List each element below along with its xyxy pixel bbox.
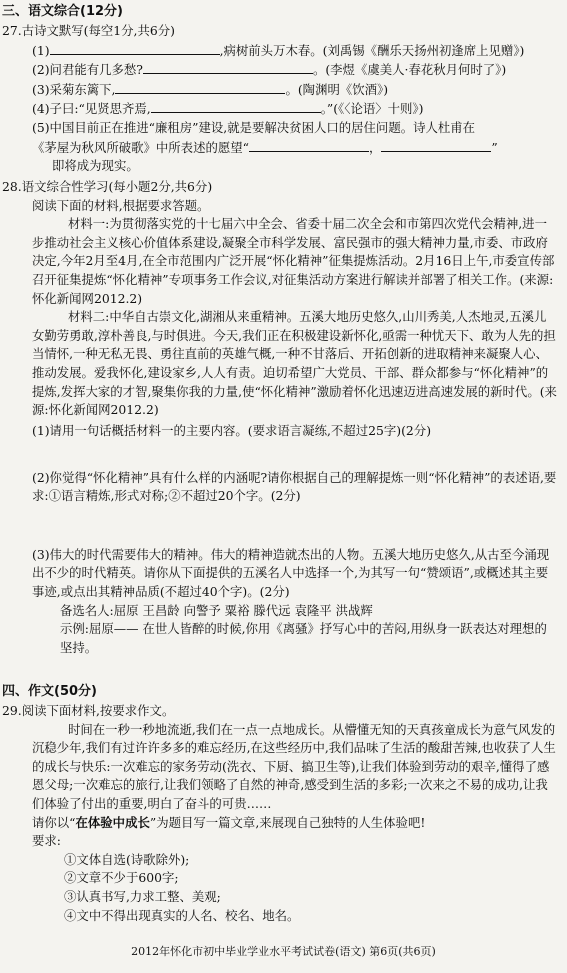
q27-item-5 [2,119,557,176]
essay-topic: 在体验中成长 [75,814,150,830]
q29-req-label: 要求: [32,833,61,849]
section3-heading: 三、语文综合(12分) [2,4,123,19]
q28-material-1: 材料一:为贯彻落实党的十七届六中全会、省委十届二次全会和市第四次党代会精神,进一步推动社会主义核心价值体系建设,凝聚全市科学发展、富民强市的强大精神力量,市委、市政府决定,今年2月至4月,在全市范围内广泛开展“怀化精神”征集提炼活动。2月16日上午,市委宣传部召开征集提炼“怀化精神”专项事务工作会议,对征集活动方案进行解读并部署了相关工作。(来源:怀化新闻网2012.2) [32,216,555,306]
q29-prompt-pre: 请你以“ [32,814,76,830]
q29-req-4: ④文中不得出现真实的人名、校名、地名。 [64,907,300,923]
q28-sub-1: (1)请用一句话概括材料一的主要内容。(要求语言凝练,不超过25字)(2分) [32,422,432,438]
q28-material-2: 材料二:中华自古崇文化,湖湘从来重精神。五溪大地历史悠久,山川秀美,人杰地灵,五溪儿女勤劳勇敢,淳朴善良,与时俱进。今天,我们正在积极建设新怀化,亟需一种忧天下、敢为人先的担当情怀,一种无私无畏、勇往直前的英雄气概,一种不甘落后、开拓创新的进取精神来凝聚人心、推动发展。爱我怀化,建设家乡,人人有责。迫切希望广大党员、干部、群众都参与“怀化精神”的提炼,发挥大家的才智,聚集你我的力量,使“怀化精神”激励着怀化迅速迈进高速发展的新时代。(来源:怀化新闻网2012.2) [32,309,557,418]
q27-title: 27.古诗文默写(每空1分,共6分) [2,23,175,38]
q27-item-2-pre: (2)问君能有几多愁? [32,62,143,78]
section4-heading: 四、作文(50分) [2,684,97,699]
q27-item-5-text: 《茅屋为秋风所破歌》中所表述的愿望“ [32,139,249,155]
q28-intro: 阅读下面的材料,根据要求答题。 [32,197,210,213]
q28-sub-2: (2)你觉得“怀化精神”具有什么样的内涵呢?请你根据自己的理解提炼一则“怀化精神”的表述语,要求:①语言精炼,形式对称;②不超过20个字。(2分) [32,469,557,504]
q28-title: 28.语文综合性学习(每小题2分,共6分) [2,179,213,194]
question-28 [2,178,557,657]
q27-item-3-post: 。(陶渊明《饮酒》) [285,81,389,97]
q27-item-1 [2,41,557,61]
q27-item-3-pre: (3)采菊东篱下, [32,81,116,97]
q27-item-2 [2,60,557,80]
q29-req-3: ③认真书写,力求工整、美观; [64,889,221,905]
question-29 [2,702,557,925]
question-27 [2,22,557,176]
answer-blank[interactable] [381,138,491,152]
q29-prompt-post: ”为题目写一篇文章,来展现自己独特的人生体验吧! [149,814,426,830]
q27-item-5-line1: (5)中国目前正在推进“廉租房”建设,就是要解决贫困人口的居住问题。诗人杜甫在 [32,120,476,136]
q27-item-1-pre: (1) [32,42,50,58]
answer-blank[interactable] [151,99,321,113]
q27-item-4 [2,99,557,119]
q27-item-5-close-quote: ” [491,139,498,155]
answer-blank[interactable] [249,138,369,152]
page-footer: 2012年怀化市初中毕业学业水平考试试卷(语文) 第6页(共6页) [131,945,436,958]
answer-blank[interactable] [50,41,220,55]
q27-item-5-line3: 即将成为现实。 [52,158,139,174]
answer-blank[interactable] [115,80,285,94]
q29-title: 29.阅读下面材料,按要求作文。 [2,703,175,718]
q27-item-5-line2: 《茅屋为秋风所破歌》中所表述的愿望“ ， ” [32,139,498,155]
q29-prompt [2,814,557,833]
q29-requirements [2,832,557,925]
q27-item-4-pre: (4)子曰:“见贤思齐焉, [32,101,151,117]
q28-candidates: 备选名人:屈原 王昌龄 向警予 粟裕 滕代远 袁隆平 洪战辉 [60,602,373,618]
answer-blank[interactable] [143,60,313,74]
q27-item-2-post: 。(李煜《虞美人·春花秋月何时了》) [312,62,507,78]
q27-item-1-post: ,病树前头万木春。(刘禹锡《酬乐天扬州初逢席上见赠》) [219,42,525,58]
q28-example: 示例:屈原—— 在世人皆醉的时候,你用《离骚》抒写心中的苦闷,用纵身一跃表达对理想的坚持。 [60,621,547,655]
q29-req-2: ②文章不少于600字; [64,870,179,886]
q27-item-4-post: 。”(《〈论语〉十则》) [320,101,424,117]
q27-item-3 [2,80,557,100]
q29-passage: 时间在一秒一秒地流逝,我们在一点一点地成长。从懵懂无知的天真孩童成长为意气风发的沉稳少年,我们有过许许多多的难忘经历,在这些经历中,我们品味了生活的酸甜苦辣,也收获了人生的成长与快乐:一次难忘的家务劳动(洗衣、下厨、搞卫生等),让我们体验到劳动的艰辛,懂得了感恩父母;一次难忘的旅行,让我们领略了自然的神奇,感受到生活的多彩;一次来之不易的成功,让我们体验了付出的重要,明白了奋斗的可贵…… [32,721,556,812]
q29-req-1: ①文体自选(诗歌除外); [64,851,190,867]
q28-sub-3: (3)伟大的时代需要伟大的精神。伟大的精神造就杰出的人物。五溪大地历史悠久,从古至今涌现出不少的时代精英。请你从下面提供的五溪名人中选择一个,为其写一句“赞颂语”,或概述其主要事迹,或点出其精神品质(不超过40个字)。(2分) [32,546,550,599]
